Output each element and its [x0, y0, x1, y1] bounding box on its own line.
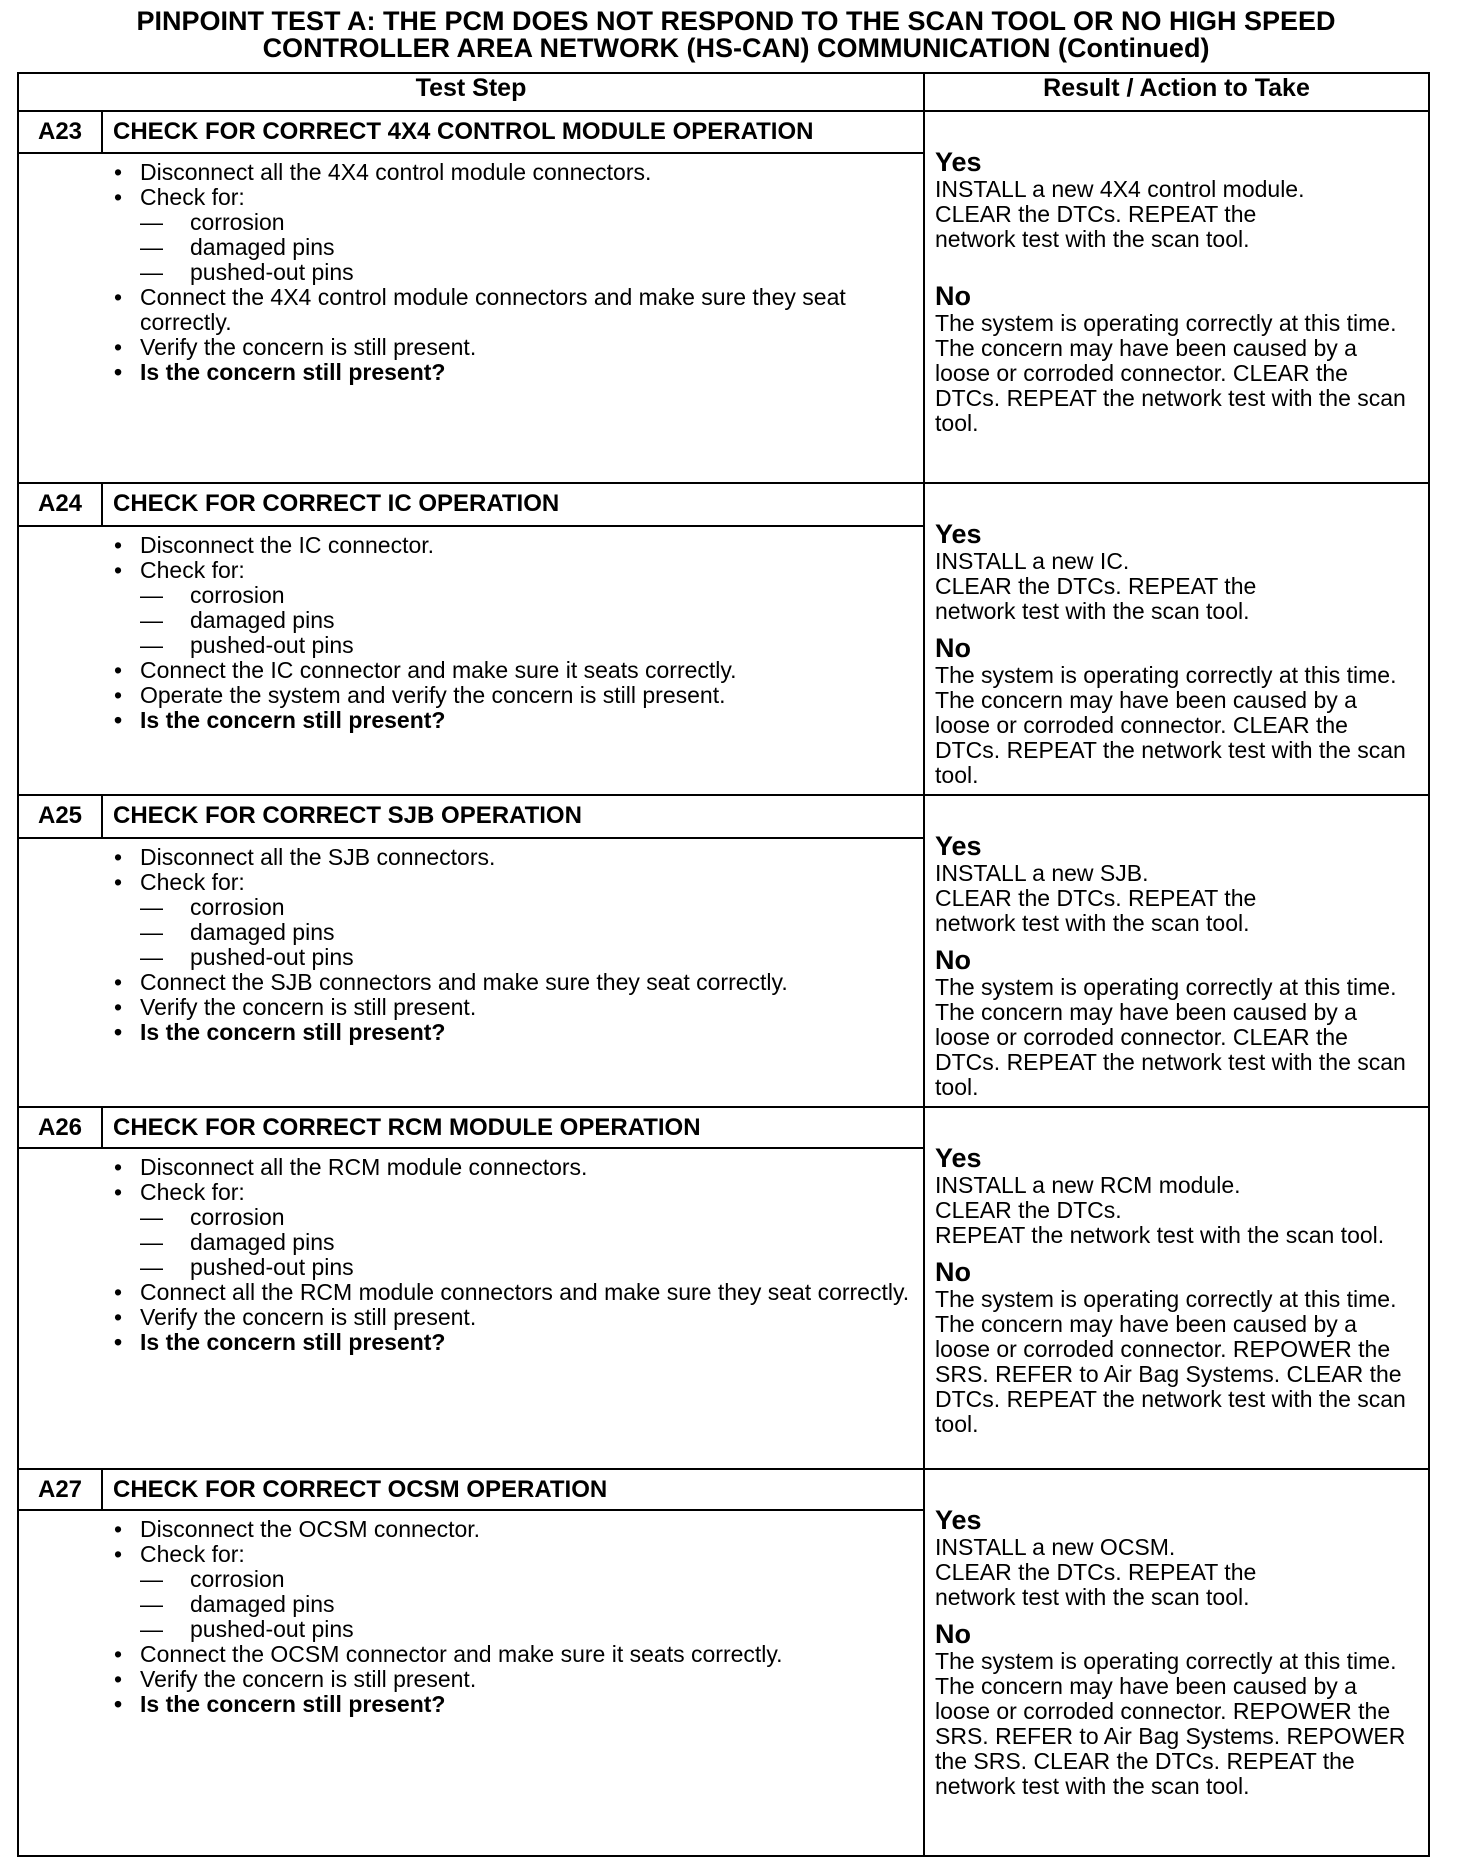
- question-item: • Is the concern still present?: [102, 708, 923, 733]
- check-item: — damaged pins: [102, 1230, 923, 1255]
- step-id: A24: [18, 483, 102, 526]
- step-actions: [102, 1510, 924, 1856]
- action-item: • Check for:: [102, 1542, 923, 1567]
- no-label: No: [935, 633, 972, 663]
- action-item: • Verify the concern is still present.: [102, 335, 923, 360]
- no-action: The system is operating correctly at this time. The concern may have been caused by a loose or corroded connector. REPOWER the SRS. REFER to Air Bag Systems. REPOWER the SRS. CLEAR the DTCs. REPEAT the network test with the scan tool.: [935, 1648, 1406, 1799]
- no-action: The system is operating correctly at this time. The concern may have been caused by a loose or corroded connector. CLEAR the DTCs. REPEAT the network test with the scan tool.: [935, 974, 1406, 1100]
- check-item: — pushed-out pins: [102, 260, 923, 285]
- step-result: [924, 795, 1429, 1107]
- action-item: • Disconnect all the 4X4 control module connectors.: [102, 160, 923, 185]
- step-result: [924, 483, 1429, 795]
- step-title: CHECK FOR CORRECT IC OPERATION: [102, 483, 924, 526]
- title-line-1: PINPOINT TEST A: THE PCM DOES NOT RESPOND TO THE SCAN TOOL OR NO HIGH SPEED: [136, 6, 1336, 36]
- pinpoint-test-table: [17, 72, 1430, 1857]
- no-label: No: [935, 945, 972, 975]
- step-heading-row: [18, 1469, 1429, 1510]
- action-item: • Disconnect the OCSM connector.: [102, 1517, 923, 1542]
- check-item: — corrosion: [102, 895, 923, 920]
- action-item: • Verify the concern is still present.: [102, 995, 923, 1020]
- step-title: CHECK FOR CORRECT 4X4 CONTROL MODULE OPERATION: [102, 111, 924, 153]
- action-item: • Verify the concern is still present.: [102, 1305, 923, 1330]
- action-item: • Disconnect the IC connector.: [102, 533, 923, 558]
- step-result: [924, 1469, 1429, 1856]
- action-item: • Connect the IC connector and make sure it seats correctly.: [102, 658, 923, 683]
- step-title: CHECK FOR CORRECT OCSM OPERATION: [102, 1469, 924, 1510]
- action-item: • Verify the concern is still present.: [102, 1667, 923, 1692]
- check-item: — corrosion: [102, 210, 923, 235]
- action-item: • Disconnect all the RCM module connectors.: [102, 1155, 923, 1180]
- header-result: Result / Action to Take: [924, 73, 1429, 111]
- table-header-row: [18, 73, 1429, 111]
- yes-action: INSTALL a new SJB. CLEAR the DTCs. REPEAT the network test with the scan tool.: [935, 860, 1257, 936]
- action-item: • Connect all the RCM module connectors and make sure they seat correctly.: [102, 1280, 923, 1305]
- action-item: • Connect the OCSM connector and make sure it seats correctly.: [102, 1642, 923, 1667]
- step-id: A25: [18, 795, 102, 838]
- check-item: — damaged pins: [102, 608, 923, 633]
- yes-label: Yes: [935, 1143, 982, 1173]
- question-item: • Is the concern still present?: [102, 1330, 923, 1355]
- question-item: • Is the concern still present?: [102, 1692, 923, 1717]
- yes-action: INSTALL a new OCSM. CLEAR the DTCs. REPEAT the network test with the scan tool.: [935, 1534, 1257, 1610]
- step-actions: [102, 153, 924, 483]
- step-actions: [102, 1148, 924, 1469]
- action-item: • Operate the system and verify the concern is still present.: [102, 683, 923, 708]
- step-title: CHECK FOR CORRECT RCM MODULE OPERATION: [102, 1107, 924, 1148]
- no-label: No: [935, 281, 972, 311]
- step-heading-row: [18, 795, 1429, 838]
- check-item: — corrosion: [102, 1567, 923, 1592]
- check-item: — pushed-out pins: [102, 633, 923, 658]
- yes-label: Yes: [935, 519, 982, 549]
- no-action: The system is operating correctly at this time. The concern may have been caused by a loose or corroded connector. CLEAR the DTCs. REPEAT the network test with the scan tool.: [935, 662, 1406, 788]
- step-heading-row: [18, 483, 1429, 526]
- action-item: • Check for:: [102, 558, 923, 583]
- action-item: • Connect the 4X4 control module connectors and make sure they seat correctly.: [102, 285, 923, 335]
- action-item: • Check for:: [102, 870, 923, 895]
- action-item: • Check for:: [102, 185, 923, 210]
- question-item: • Is the concern still present?: [102, 360, 923, 385]
- step-heading-row: [18, 111, 1429, 153]
- step-title: CHECK FOR CORRECT SJB OPERATION: [102, 795, 924, 838]
- check-item: — pushed-out pins: [102, 1255, 923, 1280]
- yes-action: INSTALL a new RCM module. CLEAR the DTCs. REPEAT the network test with the scan tool.: [935, 1172, 1385, 1248]
- yes-label: Yes: [935, 1505, 982, 1535]
- step-actions: [102, 526, 924, 795]
- no-label: No: [935, 1619, 972, 1649]
- check-item: — pushed-out pins: [102, 1617, 923, 1642]
- page-title: [0, 8, 1472, 62]
- step-result: [924, 111, 1429, 483]
- action-item: • Connect the SJB connectors and make sure they seat correctly.: [102, 970, 923, 995]
- step-actions: [102, 838, 924, 1107]
- title-line-2: CONTROLLER AREA NETWORK (HS-CAN) COMMUNICATION (Continued): [262, 33, 1210, 63]
- action-item: • Disconnect all the SJB connectors.: [102, 845, 923, 870]
- no-action: The system is operating correctly at this time. The concern may have been caused by a loose or corroded connector. CLEAR the DTCs. REPEAT the network test with the scan tool.: [935, 310, 1406, 436]
- check-item: — pushed-out pins: [102, 945, 923, 970]
- step-result: [924, 1107, 1429, 1469]
- question-item: • Is the concern still present?: [102, 1020, 923, 1045]
- step-id: A26: [18, 1107, 102, 1148]
- step-heading-row: [18, 1107, 1429, 1148]
- step-id: A27: [18, 1469, 102, 1510]
- check-item: — corrosion: [102, 583, 923, 608]
- yes-label: Yes: [935, 147, 982, 177]
- check-item: — corrosion: [102, 1205, 923, 1230]
- action-item: • Check for:: [102, 1180, 923, 1205]
- no-label: No: [935, 1257, 972, 1287]
- check-item: — damaged pins: [102, 1592, 923, 1617]
- no-action: The system is operating correctly at this time. The concern may have been caused by a loose or corroded connector. REPOWER the SRS. REFER to Air Bag Systems. CLEAR the DTCs. REPEAT the network test with the scan tool.: [935, 1286, 1406, 1437]
- yes-label: Yes: [935, 831, 982, 861]
- check-item: — damaged pins: [102, 920, 923, 945]
- header-test-step: Test Step: [18, 73, 924, 111]
- step-id: A23: [18, 111, 102, 153]
- check-item: — damaged pins: [102, 235, 923, 260]
- yes-action: INSTALL a new 4X4 control module. CLEAR the DTCs. REPEAT the network test with the scan tool.: [935, 176, 1305, 252]
- yes-action: INSTALL a new IC. CLEAR the DTCs. REPEAT the network test with the scan tool.: [935, 548, 1257, 624]
